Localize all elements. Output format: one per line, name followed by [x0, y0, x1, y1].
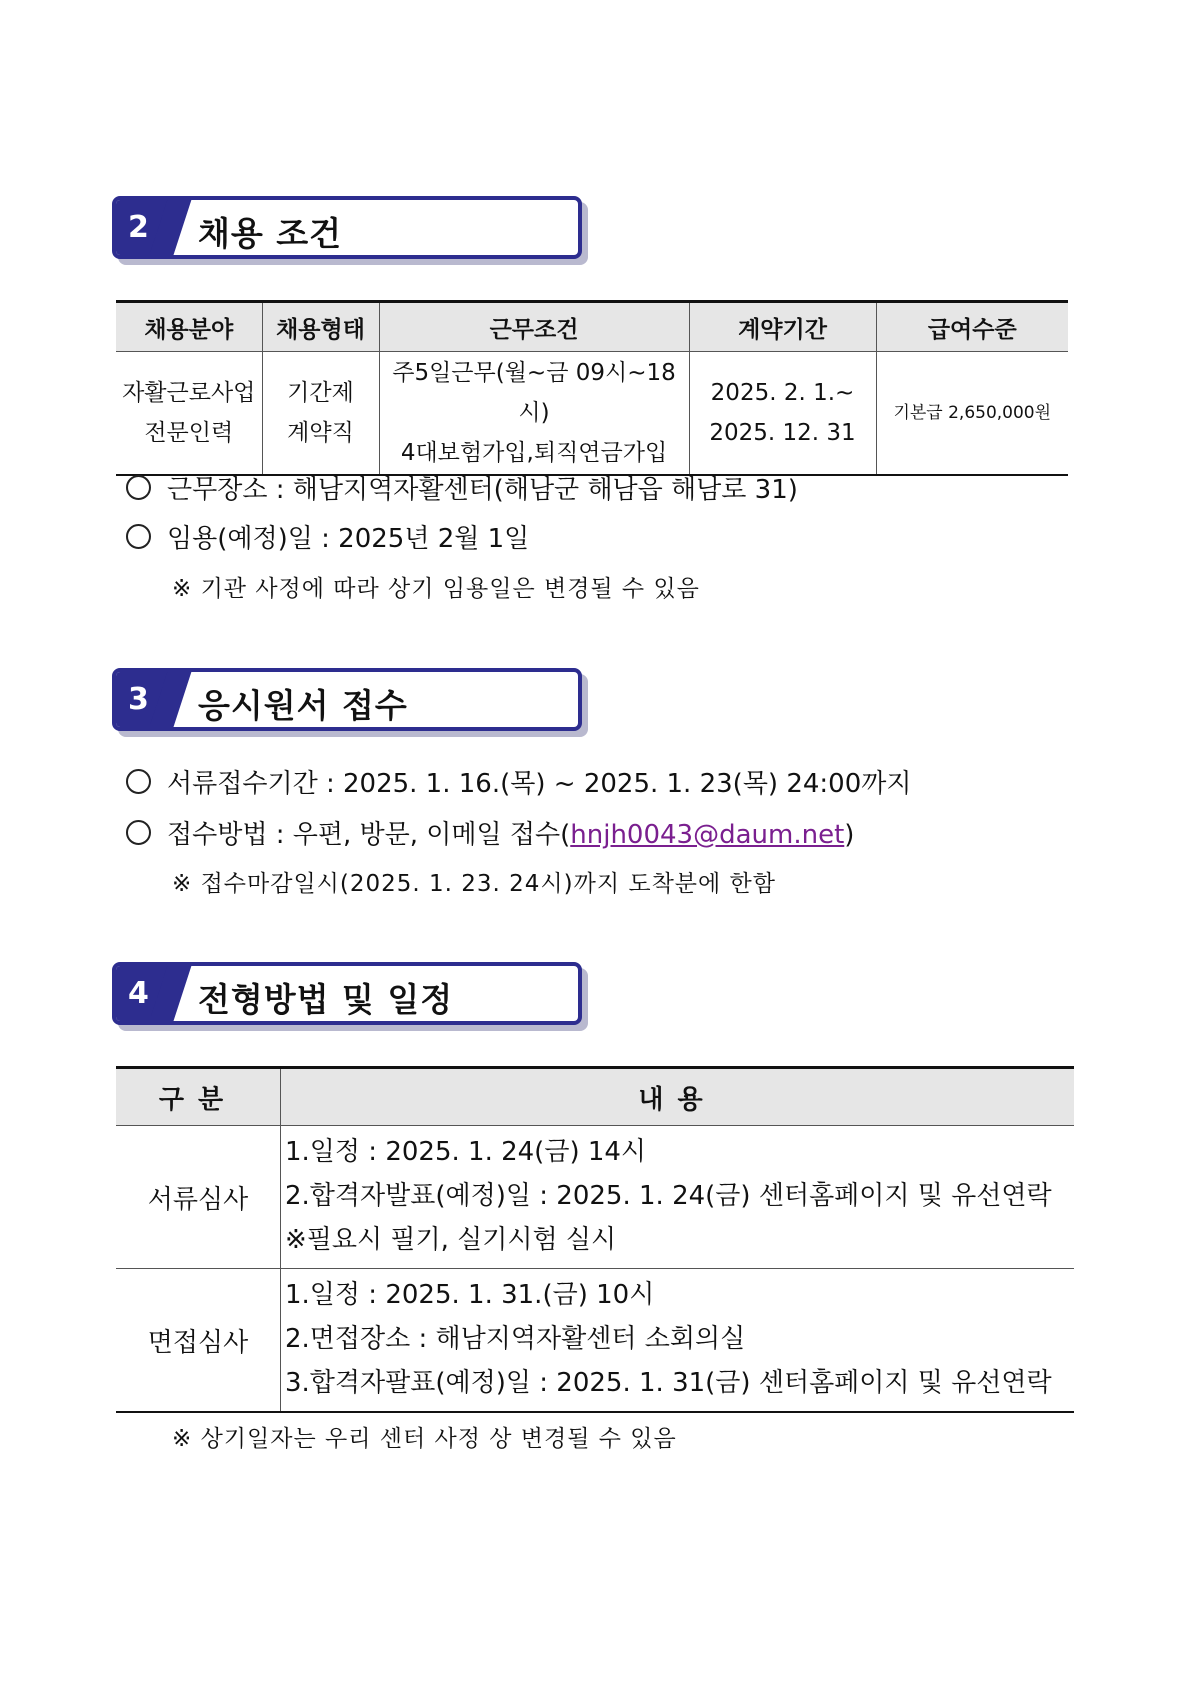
header-field: 채용분야: [116, 302, 262, 352]
row-content: 1.일정 : 2025. 1. 31.(금) 10시 2.면접장소 : 해남지역자활센터 소회의실 3.합격자팔표(예정)일 : 2025. 1. 31(금) 센터홈페이지 및 유선연락: [285, 1280, 1052, 1398]
email-link[interactable]: hnjh0043@daum.net: [570, 820, 845, 850]
section-2-title: 채용 조건: [198, 214, 343, 253]
appointment-note: ※ 기관 사정에 따라 상기 임용일은 변경될 수 있음: [172, 576, 700, 602]
schedule-note: ※ 상기일자는 우리 센터 사정 상 변경될 수 있음: [172, 1426, 677, 1452]
deadline-note: ※ 접수마감일시(2025. 1. 23. 24시)까지 도착분에 한함: [172, 871, 776, 897]
section-2-number: 2: [128, 210, 149, 245]
application-period-bullet: 서류접수기간 : 2025. 1. 16.(목) ~ 2025. 1. 23(목) 24:00까지: [126, 767, 912, 801]
circle-bullet-icon: [126, 524, 151, 549]
cell-period: 2025. 2. 1.~ 2025. 12. 31: [689, 352, 876, 476]
row-category: 서류심사: [116, 1126, 281, 1269]
circle-bullet-icon: [126, 475, 151, 500]
circle-bullet-icon: [126, 820, 151, 845]
appointment-date-bullet: 임용(예정)일 : 2025년 2월 1일: [126, 522, 529, 556]
header-salary: 급여수준: [876, 302, 1068, 352]
cell-conditions: 주5일근무(월~금 09시~18시) 4대보험가입,퇴직연금가입: [379, 352, 689, 476]
table-row: [116, 352, 1068, 476]
section-4-title: 전형방법 및 일정: [198, 980, 454, 1019]
header-type: 채용형태: [262, 302, 379, 352]
cell-salary: 기본급 2,650,000원: [876, 352, 1068, 476]
table-row: [116, 1126, 1074, 1269]
section-2-header: [112, 196, 582, 259]
employment-conditions-table: [116, 300, 1068, 476]
table-row: [116, 1269, 1074, 1413]
row-content: 1.일정 : 2025. 1. 24(금) 14시 2.합격자발표(예정)일 : 2025. 1. 24(금) 센터홈페이지 및 유선연락 ※필요시 필기, 실기시험 실시: [285, 1137, 1052, 1255]
section-4-number: 4: [128, 976, 149, 1011]
section-4-header: [112, 962, 582, 1025]
section-3-title: 응시원서 접수: [198, 686, 408, 725]
section-3-number: 3: [128, 682, 149, 717]
workplace-bullet: 근무장소 : 해남지역자활센터(해남군 해남읍 해남로 31): [126, 473, 798, 507]
selection-schedule-table: [116, 1066, 1074, 1413]
cell-field: 자활근로사업 전문인력: [116, 352, 262, 476]
cell-type: 기간제 계약직: [262, 352, 379, 476]
header-period: 계약기간: [689, 302, 876, 352]
section-3-header: [112, 668, 582, 731]
table-header-row: [116, 1068, 1074, 1126]
header-conditions: 근무조건: [379, 302, 689, 352]
header-content: 내용: [638, 1084, 717, 1115]
row-category: 면접심사: [116, 1269, 281, 1413]
header-category: 구분: [116, 1068, 281, 1126]
circle-bullet-icon: [126, 769, 151, 794]
table-header-row: [116, 302, 1068, 352]
application-method-bullet: 접수방법 : 우편, 방문, 이메일 접수(hnjh0043@daum.net): [126, 818, 854, 852]
